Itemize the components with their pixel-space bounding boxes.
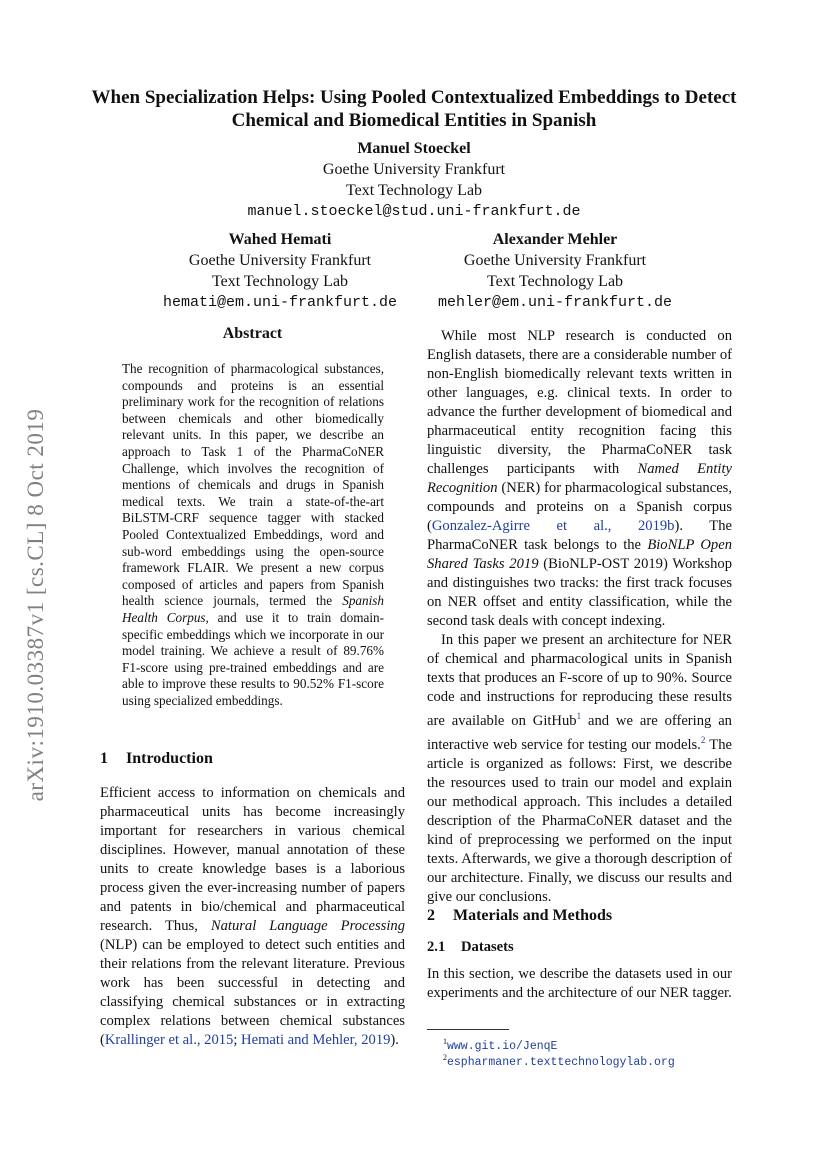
footnote-number: 1 [443, 1037, 447, 1046]
author-lab: Text Technology Lab [345, 182, 483, 199]
author-lab: Text Technology Lab [486, 273, 624, 290]
author-block-2 [130, 229, 430, 313]
footnote-divider [427, 1029, 509, 1030]
citation-link[interactable]: Hemati and Mehler, 2019 [241, 1032, 391, 1048]
author-email: hemati@em.uni-frankfurt.de [162, 294, 398, 311]
subsection-number: 2.1 [427, 939, 446, 955]
section-heading-materials [427, 907, 612, 925]
section-heading-introduction [100, 750, 213, 768]
paragraph-text: Efficient access to information on chemicals and pharmaceutical units has become increasingly important for researchers in various chemical disciplines. However, manual annotation of these units to create knowledge bases is a laborious process given the ever-increasing number of papers and patents in bio/chemical and pharmaceutical research. Thus, [100, 785, 405, 934]
author-email: manuel.stoeckel@stud.uni-frankfurt.de [247, 203, 581, 220]
author-affiliation: Goethe University Frankfurt [188, 252, 372, 269]
author-block-1 [214, 138, 614, 222]
section-title: Materials and Methods [453, 907, 613, 924]
abstract-heading: Abstract [222, 325, 283, 342]
paragraph-text: ). The PharmaCoNER task belongs to the [427, 518, 732, 553]
section-number: 2 [427, 907, 435, 924]
paragraph-text: The article is organized as follows: First, we describe the resources used to train our model and explain our methodical approach. This includes a detailed description of the PharmaCoNER dataset and the kind of preprocessing we performed on the input texts. Afterwards, we give a thorough description of our architecture. Finally, we discuss our results and give our conclusions. [427, 736, 732, 905]
paper-title: When Specialization Helps: Using Pooled Contextualized Embeddings to Detect Chemical and Biomedical Entities in Spanish [91, 87, 737, 131]
abstract-text [122, 361, 384, 709]
footnote-url[interactable]: espharmaner.texttechnologylab.org [447, 1056, 675, 1069]
paragraph-text: (NLP) can be employed to detect such entities and their relations from the relevant literature. Previous work has been successful in detecting and classifying chemical substances or in extracting complex relations between chemical substances ( [100, 937, 405, 1048]
footnote-marker[interactable]: 1 [576, 711, 582, 721]
arxiv-identifier: arXiv:1910.03387v1 [cs.CL] 8 Oct 2019 [23, 408, 48, 802]
term-nlp: Natural Language Processing [210, 918, 405, 934]
paragraph-text: While most NLP research is conducted on English datasets, there are a considerable number of non-English biomedically relevant texts written in other languages, e.g. clinical texts. In order to advance the further development of biomedical and pharmaceutical entity recognition facing this linguistic diversity, the PharmaCoNER task challenges participants with [427, 328, 732, 477]
author-lab: Text Technology Lab [211, 273, 349, 290]
paragraph [427, 631, 732, 907]
abstract-corpus-name: Spanish Health Corpus [122, 593, 384, 625]
citation-link[interactable]: Gonzalez-Agirre et al., 2019b [431, 518, 675, 534]
term-bionlp: BioNLP Open Shared Tasks 2019 [427, 537, 732, 572]
footnote-2 [443, 1050, 675, 1070]
author-email: mehler@em.uni-frankfurt.de [437, 294, 673, 311]
footnote-url[interactable]: www.git.io/JenqE [447, 1040, 558, 1053]
abstract-text-part: , and use it to train domain-specific embeddings which we incorporate in our model training. We achieve a result of 89.76% F1-score using pre-trained embeddings and are able to improve these results to 90.52% F1-score using specialized embeddings. [122, 609, 384, 708]
author-affiliation: Goethe University Frankfurt [463, 252, 647, 269]
arxiv-sidebar [14, 360, 58, 850]
datasets-paragraph: In this section, we describe the datasets used in our experiments and the architecture of our NER tagger. [427, 966, 732, 1001]
author-name: Alexander Mehler [492, 231, 618, 248]
paragraph-text: (BioNLP-OST 2019) Workshop and distinguishes two tracks: the first track focuses on NER offset and entity classification, while the second task deals with concept indexing. [427, 556, 732, 629]
section-number: 1 [100, 750, 108, 767]
introduction-paragraph [100, 784, 405, 1050]
paragraph [427, 327, 732, 631]
term-ner: Named Entity Recognition [427, 461, 732, 496]
right-column-text [427, 327, 732, 907]
paragraph-text: (NER) for pharmacological substances, compounds and proteins on a Spanish corpus ( [427, 480, 732, 534]
citation-link[interactable]: Krallinger et al., 2015 [104, 1032, 234, 1048]
author-name: Wahed Hemati [228, 231, 332, 248]
subsection-title: Datasets [461, 939, 514, 955]
abstract-text-part: The recognition of pharmacological substances, compounds and proteins is an essential preliminary work for the recognition of relations between chemicals and other biomedically relevant units. In this paper, we describe an approach to Task 1 of the PharmaCoNER Challenge, which involves the recognition of mentions of chemicals and drugs in Spanish medical texts. We train a state-of-the-art BiLSTM-CRF sequence tagger with stacked Pooled Contextualized Embeddings, word and sub-word embeddings using the open-source framework FLAIR. We present a new corpus composed of articles and papers from Spanish health science journals, termed the [122, 361, 384, 609]
footnote-number: 2 [443, 1053, 447, 1062]
subsection-heading-datasets [427, 939, 514, 956]
citation-separator: ; [233, 1032, 242, 1048]
paragraph-text: and we are offering an interactive web service for testing our models. [427, 712, 732, 753]
author-affiliation: Goethe University Frankfurt [322, 161, 506, 178]
paragraph-text: In this paper we present an architecture for NER of chemical and pharmacological units in Spanish texts that produces an F-score of up to 90%. Source code and instructions for reproducing these results are available on GitHub [427, 632, 732, 729]
paragraph-text: ). [390, 1032, 399, 1048]
author-block-3 [410, 229, 700, 313]
section-title: Introduction [126, 750, 213, 767]
author-name: Manuel Stoeckel [357, 140, 471, 157]
footnote-marker[interactable]: 2 [700, 734, 706, 745]
